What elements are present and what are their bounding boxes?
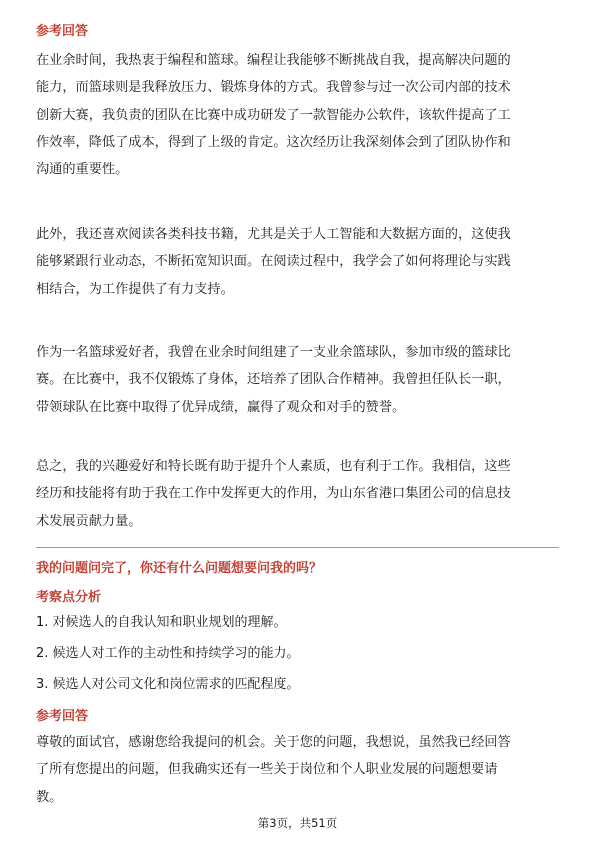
text-line: 沟通的重要性。 xyxy=(36,162,129,178)
text-line: 此外，我还喜欢阅读各类科技书籍，尤其是关于人工智能和大数据方面的，这使我 xyxy=(36,227,511,242)
paragraph-hobbies xyxy=(36,47,560,183)
paragraph-reading xyxy=(36,221,560,303)
page-number: 第3页，共51页 xyxy=(257,816,338,830)
text-line: 带领球队在比赛中取得了优异成绩，赢得了观众和对手的赞誉。 xyxy=(36,399,406,415)
text-line: 能够紧跟行业动态，不断拓宽知识面。在阅读过程中，我学会了如何将理论与实践 xyxy=(36,254,511,270)
analysis-item: 3. 候选人对公司文化和岗位需求的匹配程度。 xyxy=(36,677,300,692)
text-line: 能力，而篮球则是我释放压力、锻炼身体的方式。我曾参与过一次公司内部的技术 xyxy=(36,80,511,96)
paragraph-reply xyxy=(36,729,560,811)
text-line: 教。 xyxy=(36,789,63,805)
text-line: 总之，我的兴趣爱好和特长既有助于提升个人素质，也有利于工作。我相信，这些 xyxy=(36,459,511,474)
text-line: 了所有您提出的问题，但我确实还有一些关于岗位和个人职业发展的问题想要请 xyxy=(36,762,498,778)
paragraph-summary xyxy=(36,453,560,535)
analysis-heading: 考察点分析 xyxy=(36,590,102,605)
answer-heading: 参考回答 xyxy=(36,709,89,724)
text-line: 尊敬的面试官，感谢您给我提问的机会。关于您的问题，我想说，虽然我已经回答 xyxy=(36,735,511,750)
text-line: 作为一名篮球爱好者，我曾在业余时间组建了一支业余篮球队，参加市级的篮球比 xyxy=(36,345,511,360)
paragraph-basketball xyxy=(36,339,560,421)
text-line: 创新大赛，我负责的团队在比赛中成功研发了一款智能办公软件，该软件提高了工 xyxy=(36,107,511,123)
analysis-item: 2. 候选人对工作的主动性和持续学习的能力。 xyxy=(36,646,300,661)
analysis-item: 1. 对候选人的自我认知和职业规划的理解。 xyxy=(36,615,287,630)
answer-heading: 参考回答 xyxy=(36,24,89,39)
text-line: 作效率，降低了成本，得到了上级的肯定。这次经历让我深刻体会到了团队协作和 xyxy=(36,134,511,150)
text-line: 在业余时间，我热衷于编程和篮球。编程让我能够不断挑战自我，提高解决问题的 xyxy=(36,53,511,68)
text-line: 术发展贡献力量。 xyxy=(36,513,142,529)
section-divider xyxy=(36,547,559,548)
text-line: 相结合，为工作提供了有力支持。 xyxy=(36,281,234,297)
text-line: 经历和技能将有助于我在工作中发挥更大的作用，为山东省港口集团公司的信息技 xyxy=(36,486,511,502)
question-title: 我的问题问完了，你还有什么问题想要问我的吗？ xyxy=(36,561,323,576)
text-line: 赛。在比赛中，我不仅锻炼了身体，还培养了团队合作精神。我曾担任队长一职， xyxy=(36,372,511,388)
